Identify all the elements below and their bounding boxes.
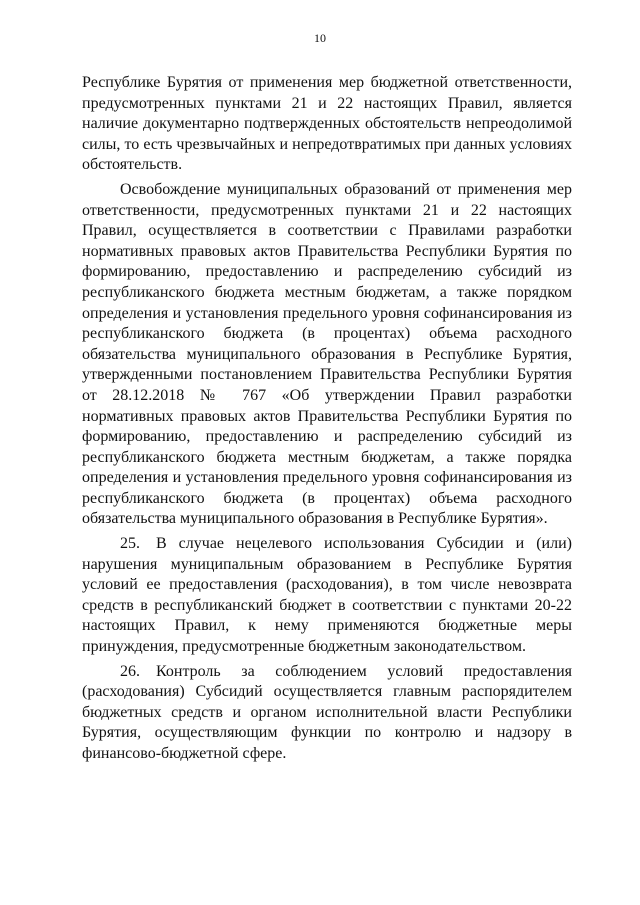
document-body (82, 73, 572, 765)
page-number: 10 (314, 31, 326, 45)
paragraph-26-text: Контроль за соблюдением условий предоставления (расходования) Субсидий осуществляется главным распорядителем бюджетных средств и органом исполнительной власти Республики Бурятия, осуществляющим функции по контролю и надзору в финансово-бюджетной сфере. (82, 662, 572, 762)
paragraph-continuation: Республике Бурятия от применения мер бюджетной ответственности, предусмотренных пунктами 21 и 22 настоящих Правил, является наличие документарно подтвержденных обстоятельств непреодолимой силы, то есть чрезвычайных и непредотвратимых при данных условиях обстоятельств. (82, 74, 572, 174)
paragraph-exemption: Освобождение муниципальных образований от применения мер ответственности, предусмотренных пунктами 21 и 22 настоящих Правил, осуществляется в соответствии с Правилами разработки нормативных правовых актов Правительства Республики Бурятия по формированию, предоставлению и распределению субсидий из республиканского бюджета местным бюджетам, а также порядком определения и установления предельного уровня софинансирования из республиканского бюджета (в процентах) объема расходного обязательства муниципального образования в Республике Бурятия, утвержденными постановлением Правительства Республики Бурятия от 28.12.2018 № 767 «Об утверждении Правил разработки нормативных правовых актов Правительства Республики Бурятия по формированию, предоставлению и распределению субсидий из республиканского бюджета местным бюджетам, а также порядка определения и установления предельного уровня софинансирования из республиканского бюджета (в процентах) объема расходного обязательства муниципального образования в Республике Бурятия». (82, 180, 572, 528)
paragraph-25-number: 25. (120, 535, 140, 553)
paragraph-26-number: 26. (120, 662, 140, 680)
paragraph-25 (82, 534, 572, 658)
paragraph-25-text: В случае нецелевого использования Субсидии и (или) нарушения муниципальным образованием в Республике Бурятия условий ее предоставления (расходования), в том числе невозврата средств в республиканский бюджет в соответствии с пунктами 20-22 настоящих Правил, к нему применяются бюджетные меры принуждения, предусмотренные бюджетным законодательством. (82, 535, 572, 656)
paragraph-26 (82, 662, 572, 765)
